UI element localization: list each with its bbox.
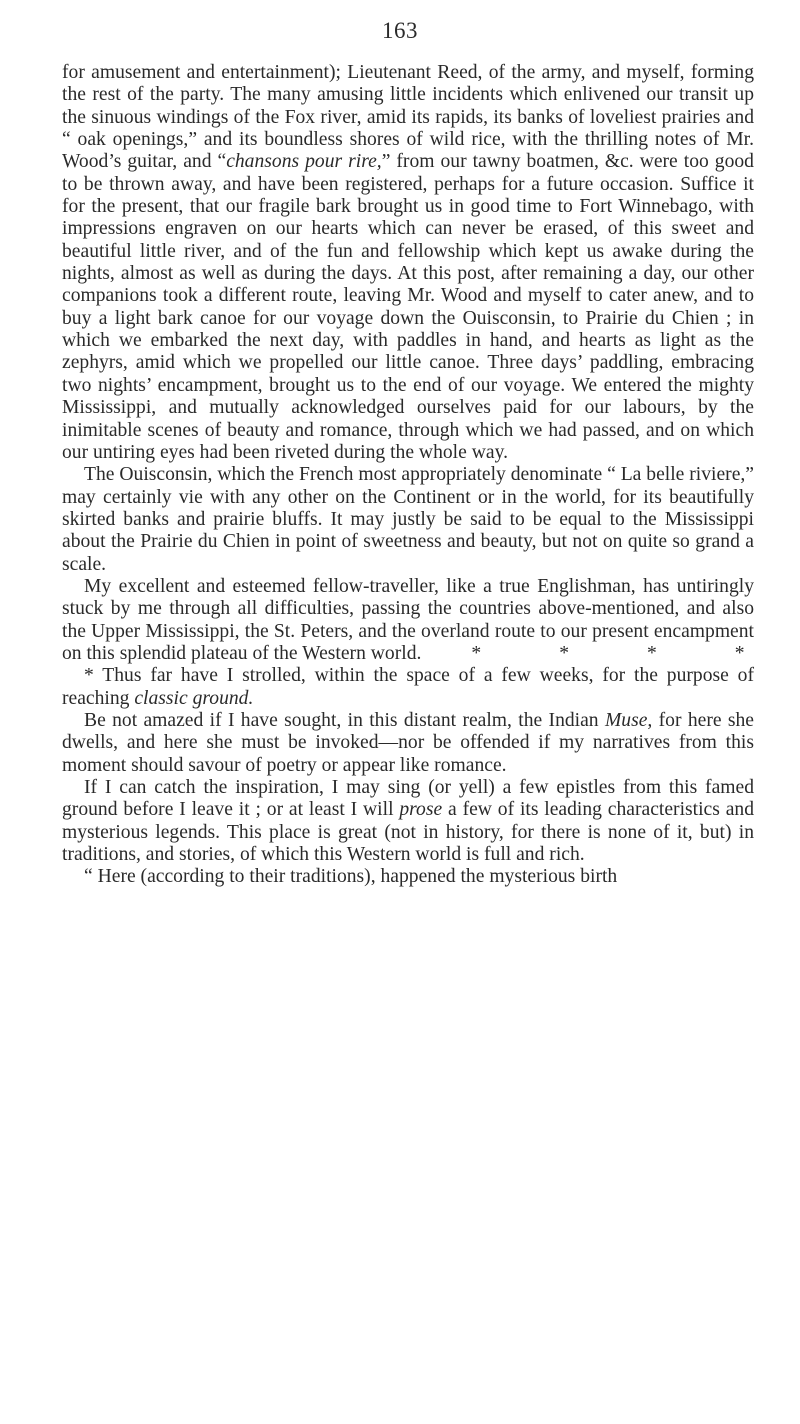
paragraph-7: “ Here (according to their traditions), happened the mysterious birth — [84, 866, 618, 888]
paragraph-6-text: If I can catch the inspiration, I may sing (or yell) a few epistles from this famed ground before I leave it ; or at least I will — [62, 777, 754, 821]
paragraph-5-text-end: for here she dwells, and here she must be invoked—nor be offended if my narratives from this moment should savour of poetry or appear like romance. — [62, 709, 754, 776]
paragraph-3 — [62, 576, 754, 665]
paragraph-5-text: Be not amazed if I have sought, in this distant realm, the Indian — [84, 709, 605, 731]
section-break-stars — [421, 643, 744, 664]
star-3: * — [646, 642, 657, 664]
star-4: * — [734, 642, 745, 664]
page-number: 163 — [382, 18, 418, 43]
paragraph-4-italic: classic ground. — [134, 687, 254, 709]
paragraph-1-text: for amusement and entertainment); Lieutenant Reed, of the army, and myself, forming the rest of the party. The many amusing little incidents which enlivened our transit up the sinuous windings of the Fox river, amid its rapids, its banks of loveliest prairies and “ oak openings,” and its boundless shores of wild rice, with the thrilling notes of Mr. Wood’s guitar, and “ — [62, 62, 754, 173]
page-body — [62, 62, 754, 889]
star-2: * — [559, 642, 569, 664]
paragraph-6-italic: prose — [399, 799, 443, 821]
paragraph-1-text-end: ” from our tawny boatmen, &c. were too good to be thrown away, and have been registered, perhaps for a future occasion. Suffice it for the present, that our fragile bark brought us in good time to Fort Winnebago, with impressions engraven on our hearts which can never be erased, of this sweet and beautiful little river, and of the fun and fellowship which kept us awake during the nights, almost as well as during the days. At this post, after remaining a day, our other companions took a different route, leaving Mr. Wood and myself to cater anew, and to buy a light bark canoe for our voyage down the Ouisconsin, to Prairie du Chien ; in which we embarked the next day, with paddles in hand, and hearts as light as the zephyrs, amid which we propelled our little canoe. Three days’ paddling, embracing two nights’ encampment, brought us to the end of our voyage. We entered the mighty Mississippi, and mutually acknowledged ourselves paid for our labours, by the inimitable scenes of beauty and romance, through which we had passed, and on which our untiring eyes had been riveted during the whole way. — [62, 151, 754, 463]
paragraph-4-star: * — [84, 665, 94, 687]
paragraph-3-text: My excellent and esteemed fellow-traveller, like a true Englishman, has untiringly stuck by me through all difficulties, passing the countries above-mentioned, and also the Upper Mississippi, the St. Peters, and the overland route to our present encampment on this splendid plateau of the Western world. — [62, 575, 754, 664]
star-1: * — [471, 642, 482, 664]
paragraph-5-italic: Muse, — [604, 709, 653, 731]
paragraph-2: The Ouisconsin, which the French most appropriately denominate “ La belle riviere,” may certainly vie with any other on the Continent or in the world, for its beautifully skirted banks and prairie bluffs. It may justly be said to be equal to the Mississippi about the Prairie du Chien in point of sweetness and beauty, but not on quite so grand a scale. — [62, 464, 754, 575]
paragraph-5 — [62, 710, 754, 777]
paragraph-4 — [62, 665, 754, 710]
paragraph-1-italic: chansons pour rire, — [226, 151, 382, 173]
paragraph-4-text: Thus far have I strolled, within the space of a few weeks, for the purpose of reaching — [62, 665, 754, 709]
paragraph-6 — [62, 777, 754, 866]
paragraph-1 — [62, 62, 754, 464]
paragraph-6-text-end: a few of its leading characteristics and mysterious legends. This place is great (not in history, for there is none of it, but) in traditions, and stories, of which this Western world is full and rich. — [62, 799, 754, 866]
